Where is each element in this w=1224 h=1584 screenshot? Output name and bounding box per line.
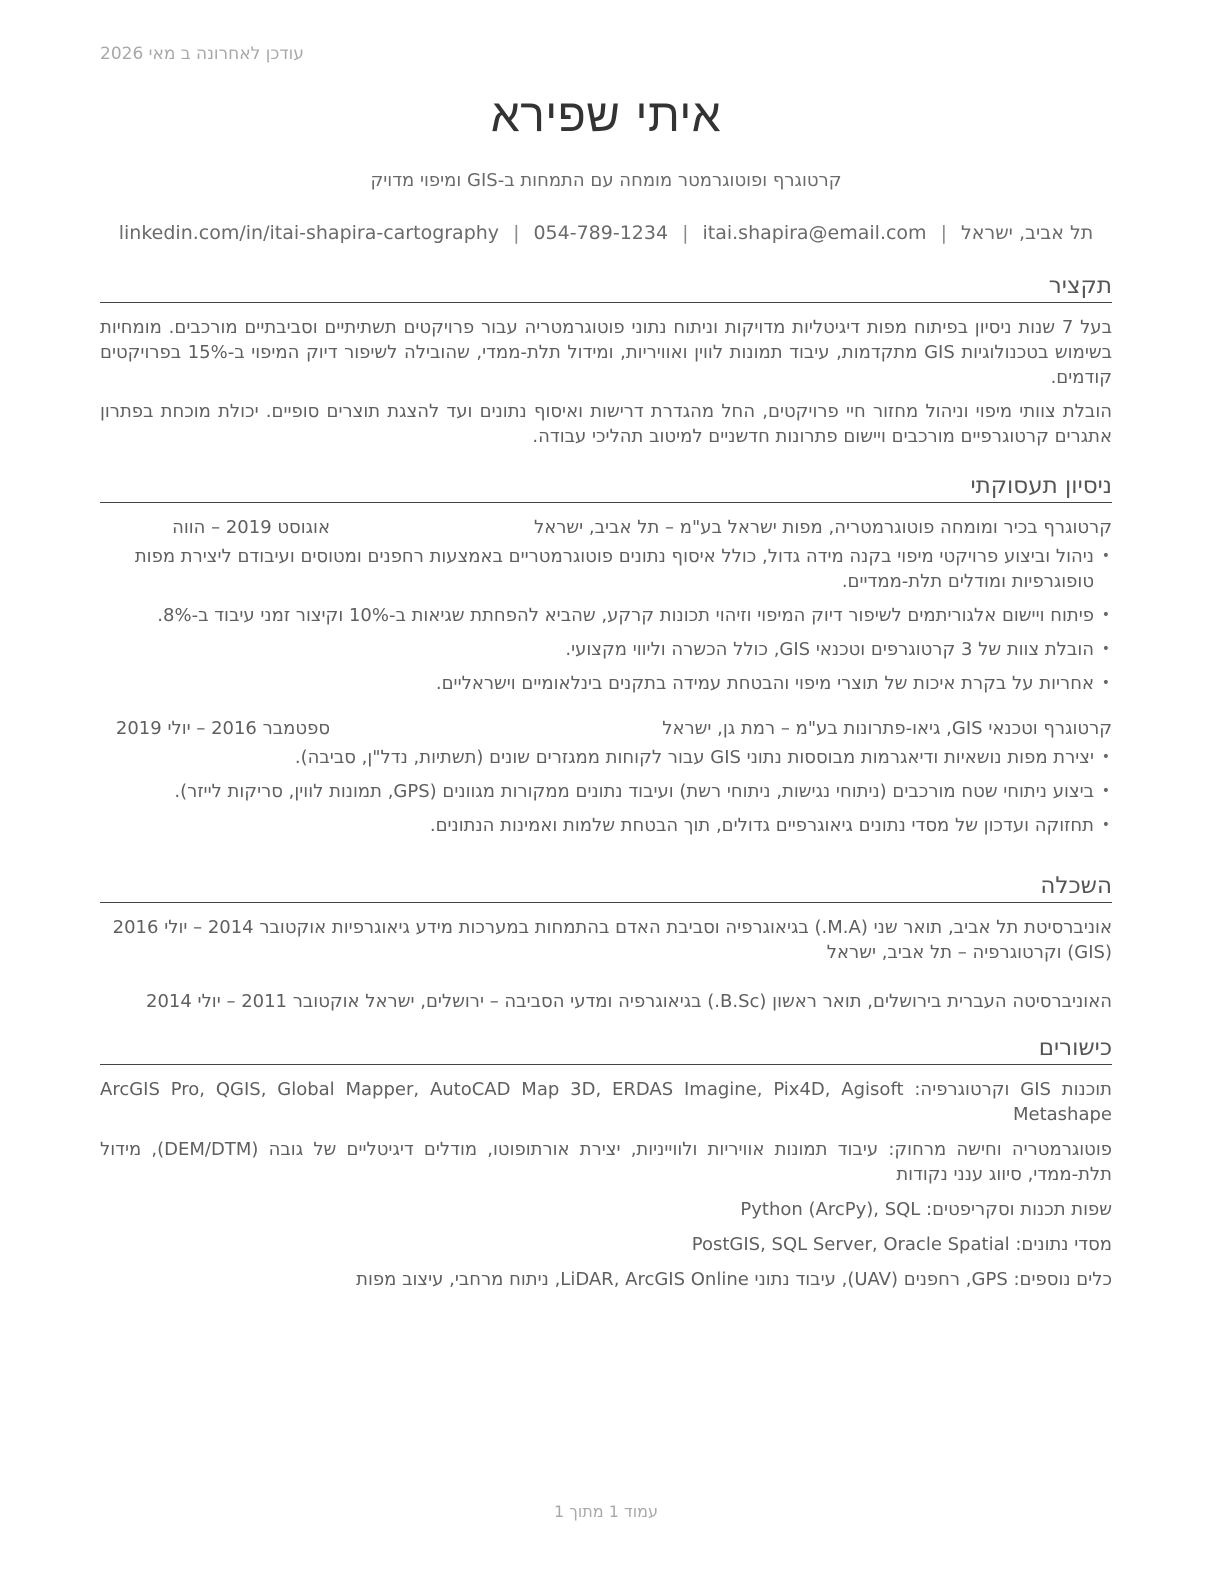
job-bullet: • ביצוע ניתוחי שטח מורכבים (ניתוחי נגישות, ניתוחי רשת) ועיבוד נתונים ממקורות מגוונים (GPS, תמונות לווין, סריקות לייזר). [100,779,1094,804]
summary-section [100,272,1112,458]
page-number: עמוד 1 מתוך 1 [554,1502,658,1521]
experience-section [100,472,1112,858]
experience-title: ניסיון תעסוקתי [100,472,1112,503]
contact-separator: | [682,222,689,244]
job-bullet: • פיתוח ויישום אלגוריתמים לשיפור דיוק המיפוי וזיהוי תכונות קרקע, שהביא להפחתת שגיאות ב-10% וקיצור זמני עיבוד ב-8%. [100,603,1094,628]
education-item: האוניברסיטה העברית בירושלים, תואר ראשון (B.Sc.) בגיאוגרפיה ומדעי הסביבה – ירושלים, ישראל אוקטובר 2011 – יולי 2014 [146,991,1112,1012]
contact-separator: | [513,222,520,244]
job-bullets [100,544,1112,696]
candidate-subtitle: קרטוגרף ופוטוגרמטר מומחה עם התמחות ב-GIS ומיפוי מדויק [370,170,842,191]
job-bullet: • ניהול וביצוע פרויקטי מיפוי בקנה מידה גדול, כולל איסוף נתונים פוטוגרמטריים באמצעות רחפנים ומטוסים ועיבודם ליצירת מפות טופוגרפיות ומודלים תלת-ממדיים. [100,544,1094,594]
contact-phone[interactable]: 054-789-1234 [533,222,669,244]
contact-line [100,222,1112,244]
job-dates: אוגוסט 2019 – הווה [172,517,330,538]
summary-paragraph: הובלת צוותי מיפוי וניהול מחזור חיי פרויקטים, החל מהגדרת דרישות ואיסוף נתונים ועד להצגת תוצרים סופיים. יכולת מוכחת בפתרון אתגרים קרטוגרפיים מורכבים ויישום פתרונות חדשניים למיטוב תהליכי עבודה. [100,401,1112,447]
last-updated-label: עודכן לאחרונה ב מאי 2026 [100,44,304,64]
education-title: השכלה [100,872,1112,903]
contact-location: תל אביב, ישראל [960,222,1094,244]
job-dates: ספטמבר 2016 – יולי 2019 [115,718,330,739]
job-role: קרטוגרף בכיר ומומחה פוטוגרמטריה, מפות ישראל בע"מ – תל אביב, ישראל [533,517,1112,538]
summary-title: תקציר [100,272,1112,303]
education-section [100,872,1112,1038]
contact-linkedin-link[interactable]: linkedin.com/in/itai-shapira-cartography [118,222,500,244]
skills-title: כישורים [100,1034,1112,1065]
skill-item: תוכנות GIS וקרטוגרפיה: ArcGIS Pro, QGIS, Global Mapper, AutoCAD Map 3D, ERDAS Imagine, Pix4D, Agisoft Metashape [100,1079,1112,1125]
job-bullet: • הובלת צוות של 3 קרטוגרפים וטכנאי GIS, כולל הכשרה וליווי מקצועי. [100,637,1094,662]
contact-separator: | [940,222,947,244]
skill-item: מסדי נתונים: PostGIS, SQL Server, Oracle Spatial [691,1234,1112,1255]
job-header [100,515,1112,540]
skill-item: שפות תכנות וסקריפטים: Python (ArcPy), SQL [740,1199,1112,1220]
job-bullet: • יצירת מפות נושאיות ודיאגרמות מבוססות נתוני GIS עבור לקוחות ממגזרים שונים (תשתיות, נדל"ן, סביבה). [100,745,1094,770]
resume-page [100,0,1112,1584]
skill-item: כלים נוספים: GPS, רחפנים (UAV), עיבוד נתוני LiDAR, ArcGIS Online, ניתוח מרחבי, עיצוב מפות [356,1269,1112,1290]
job-entry [100,515,1112,696]
job-bullets [100,745,1112,838]
education-item: אוניברסיטת תל אביב, תואר שני (M.A.) בגיאוגרפיה וסביבת האדם בהתמחות במערכות מידע גיאוגרפיות אוקטובר 2014 – יולי 2016 (GIS) וקרטוגרפיה – תל אביב, ישראל [112,917,1112,963]
job-bullet: • תחזוקה ועדכון של מסדי נתונים גיאוגרפיים גדולים, תוך הבטחת שלמות ואמינות הנתונים. [100,813,1094,838]
job-bullet: • אחריות על בקרת איכות של תוצרי מיפוי והבטחת עמידה בתקנים בינלאומיים וישראליים. [100,671,1094,696]
job-entry [100,716,1112,838]
summary-paragraph: בעל 7 שנות ניסיון בפיתוח מפות דיגיטליות מדויקות וניתוח נתוני פוטוגרמטריה עבור פרויקטים תשתיתיים וסביבתיים מורכבים. מומחיות בשימוש בטכנולוגיות GIS מתקדמות, עיבוד תמונות לווין ואוויריות, ומידול תלת-ממדי, שהובילה לשיפור דיוק המיפוי ב-15% בפרויקטים קודמים. [100,317,1112,388]
contact-email[interactable]: itai.shapira@email.com [702,222,927,244]
candidate-name: איתי שפירא [490,88,722,142]
skill-item: פוטוגרמטריה וחישה מרחוק: עיבוד תמונות אוויריות ולווייניות, יצירת אורתופוטו, מודלים דיגיטליים של גובה (DEM/DTM), מידול תלת-ממדי, סיווג ענני נקודות [100,1139,1112,1185]
job-role: קרטוגרף וטכנאי GIS, גיאו-פתרונות בע"מ – רמת גן, ישראל [662,718,1112,739]
job-header [100,716,1112,741]
skills-section [100,1034,1112,1302]
